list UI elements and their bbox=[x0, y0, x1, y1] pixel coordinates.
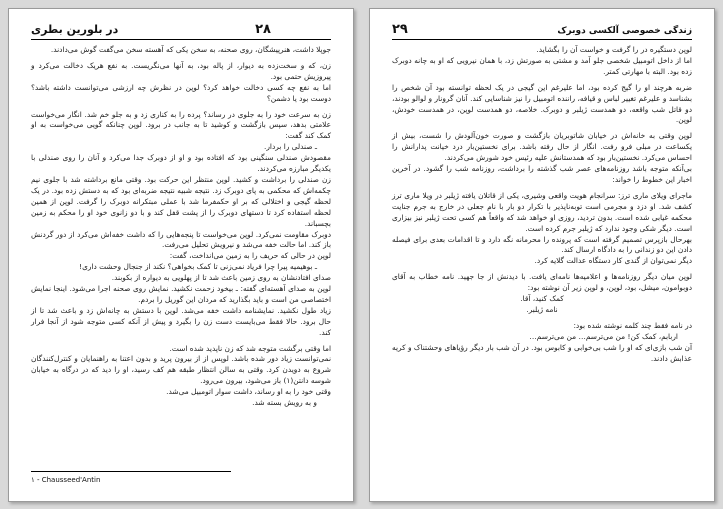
paragraph: آن شب بازی‌ای که او را شب بی‌خوابی و کابوس بود. در آن شب بار دیگر رؤیاهای وحشتناک و کریه عذابش دادند. bbox=[392, 342, 692, 363]
paragraph: بی‌آنکه متوجه باشد روزنامه‌های عصر شب گذشته را برداشت، روزنامه شب را گشود. در آخرین اخبار این خطوط را خواند: bbox=[392, 164, 692, 184]
paragraph: زن، که و سخت‌زده به دیوار، از پاله بود، به آنها می‌نگریست. به نفع هریک دخالت می‌کرد و پیروزیش حتمی بود. bbox=[31, 60, 331, 81]
dialogue-line: ـ صندلی را بردار. bbox=[263, 142, 317, 152]
paragraph: اما از داخل اتومبیل شخصی جلو آمد و مشتی به صورتش زد، با همان نیرویی که او به چانه دوبرک زده بود. البته با مهارتی کمتر. bbox=[392, 55, 692, 76]
paragraph: وقتی خود را به او رساند، داشت سوار اتومبیل می‌شد. bbox=[166, 387, 331, 397]
paragraph: لوپن به صدای آهسته‌ای گفته: ـ بیخود زحمت نکشید. نمایش روی صحنه اجرا می‌شود. اینجا نمایش اختصاصی من است و باید بگذارید که مردان این گوریل را بردم. bbox=[31, 284, 331, 304]
right-page-body bbox=[392, 45, 692, 364]
right-page bbox=[369, 8, 715, 502]
right-page-number: ۲۹ bbox=[392, 22, 408, 37]
paragraph: اما به نفع چه کسی دخالت خواهد کرد؟ لوپن در نظرش چه ارزشی می‌توانست داشته باشد؟ دوست بود یا دشمن؟ bbox=[31, 82, 331, 103]
right-page-header bbox=[392, 21, 692, 40]
paragraph: صدای افتادنشان به روی زمین باعث شد تا از پهلویی به دیواره از بکوبند. bbox=[111, 273, 331, 283]
paragraph: اما وقتی برگشت متوجه شد که زن ناپدید شده است. bbox=[169, 343, 331, 353]
paragraph: بهرحال بازپرس تصمیم گرفته است که پرونده را محرمانه نگه دارد و تا اقدامات بعدی برای فیصله دادن این دو زندانی را به دادگاه ارسال کند. bbox=[392, 234, 692, 255]
letter-line: نامه ژیلبر. bbox=[526, 304, 558, 314]
left-page-header bbox=[31, 21, 331, 40]
letter-line: اربابم، کمک کن! من می‌ترسم… من می‌ترسم… bbox=[529, 331, 678, 341]
paragraph: ماجرای ویلای ماری ترز: سرانجام هویت واقعی وشیری، یکی از قاتلان یافته ژیلبر در ویلا ماری ترز کشف شد. او دزد و مجرمی است توبه‌ناپذیر با تکرار دو بار با نام جعلی در خارج به جرم جنایت محکمه غیابی شده است. بدون تردید، روزی او خواهد شد که واقعاً هم کسی تحت ژیلبر نیز بیزاری است. دیگر شکی وجود ندارد که ژیلبر جرم کرده است. bbox=[392, 190, 692, 233]
left-page-number: ۲۸ bbox=[255, 22, 271, 37]
left-running-title: در بلورین بطری bbox=[31, 23, 119, 36]
paragraph: دوبرک مقاومت نمی‌کرد. لوپن می‌خواست تا پنجه‌هایی را که داشت خفه‌اش می‌کرد از دور گردنش باز کند. اما حالت خفه می‌شد و نیرویش تحلیل می‌رفت. bbox=[31, 229, 331, 250]
paragraph: لوپن میان دیگر روزنامه‌ها و اعلامیه‌ها نامه‌ای یافت. با دیدنش از جا جهید. نامه خطاب به آقای دوبوامون، میشل، بود، لوپن، و لوپن زیر آن نوشته بود: bbox=[392, 272, 692, 293]
paragraph: زیاد طول نکشید. نمایشنامه داشت خفه می‌شد. لوپن با دستش به چانه‌اش زد و باعث شد تا از حال برود. حالا فقط می‌بایست دست زن را بگیرد و پیش از آنکه کسی متوجه شود از آنجا فرار کند. bbox=[31, 305, 331, 337]
right-running-title: زندگی خصوصی آلکسی دوبرک bbox=[557, 26, 692, 36]
left-page bbox=[8, 8, 354, 502]
paragraph: لوپن وقتی به خانه‌اش در خیابان شاتوبریان بازگشت و صورت خون‌آلودش را شست، بیش از یکساعت در مبلی فرو رفت. انگار از حال رفته باشد. برای نخستین‌بار درد خیانت پدارانش را احساس می‌کرد. نخستین‌بار بود که همدستانش علیه رئیس خود شورش می‌کردند. bbox=[392, 131, 692, 163]
paragraph: لوپن در حالی که حریف را به زمین می‌انداخت، گفت: bbox=[169, 251, 331, 261]
paragraph: و به رویش بسته شد. bbox=[252, 398, 317, 408]
left-page-body bbox=[31, 45, 331, 409]
footnote: ۱ - Chausseed'Antin bbox=[31, 476, 101, 484]
letter-line: کمک کنید، آقا. bbox=[520, 294, 564, 304]
paragraph: زن به سرعت خود را به جلوی در رساند؟ پرده را به کناری زد و به جلو خم شد. انگار می‌خواست علامتی بدهد، سپس بازگشت و کوشید تا به جانب در برود. لوپن چنانکه گویی می‌خواست به او کمک کند گفت: bbox=[31, 109, 331, 141]
paragraph: لوپن دستگیره در را گرفت و خواست آن را بگشاید. bbox=[536, 45, 692, 54]
paragraph: ضربه هرچند او را گیج کرده بود، اما علیرغم این گیجی در یک لحظه توانسته بود آن شخص را بشناسد و علیرغم تغییر لباس و قیافه، راننده اتومبیل را نیز شناسایی کند. آنان گرونار و لوالو بودند، دو قاتل شب واقعه، دو همدست ژیلبر و دوبرک. خلاصه، دو همدست لوپن، در همدست خودش، لوپن. bbox=[392, 82, 692, 125]
paragraph: جوپلا داشت، هنرپیشگان، روی صحنه، به سخن یکی که آهسته سخن می‌گفت گوش می‌دادند. bbox=[50, 45, 331, 54]
footnote-divider bbox=[31, 471, 231, 472]
paragraph: نمی‌توانست زیاد دور شده باشد. لوپس از از بیرون پرید و بدون اعتنا به راهنمایان و کنترل‌کنندگان شروع به دویدن کرد. وقتی به سالن انتظار طبقه هم کف رسید، او را دید که در درگاه به خیابان شوسه دانتن(۱) باز می‌شود، بیرون می‌رود. bbox=[31, 354, 331, 386]
paragraph: زن صندلی را برداشت و کشید. لوپن منتظر این حرکت بود. وقتی مانع برداشته شد با جلوی نیم چکمه‌اش که محکمی به پای دوبرک زد. نتیجه شبیه نتیجه ضربه‌ای بود که به دستش زده بود. در یک لحظه گیجی و اختلالی که بر او حکمفرما شد با عملی مبتکرانه دوبرک را گرفت. لوپن از همین لحظه استفاده کرد تا دستهای دوبرک را از پشت قفل کند و با دو زانوی خود او را محکم به زمین بچسباند. bbox=[31, 174, 331, 228]
paragraph: دیگر نمی‌توان از گندی کار دستگاه عدالت گلایه کرد. bbox=[534, 256, 692, 266]
paragraph: در نامه فقط چند کلمه نوشته شده بود: bbox=[573, 320, 692, 330]
paragraph: مقصودش صندلی سنگینی بود که افتاده بود و او از دوبرک جدا می‌کرد و آنان را روی صندلی با یکدیگر مبارزه می‌کردند. bbox=[31, 153, 331, 174]
dialogue-line: ـ بوهیمیه پیرا چرا فریاد نمی‌زنی تا کمک بخواهی؟ نکند از جنجال وحشت داری! bbox=[79, 262, 317, 272]
